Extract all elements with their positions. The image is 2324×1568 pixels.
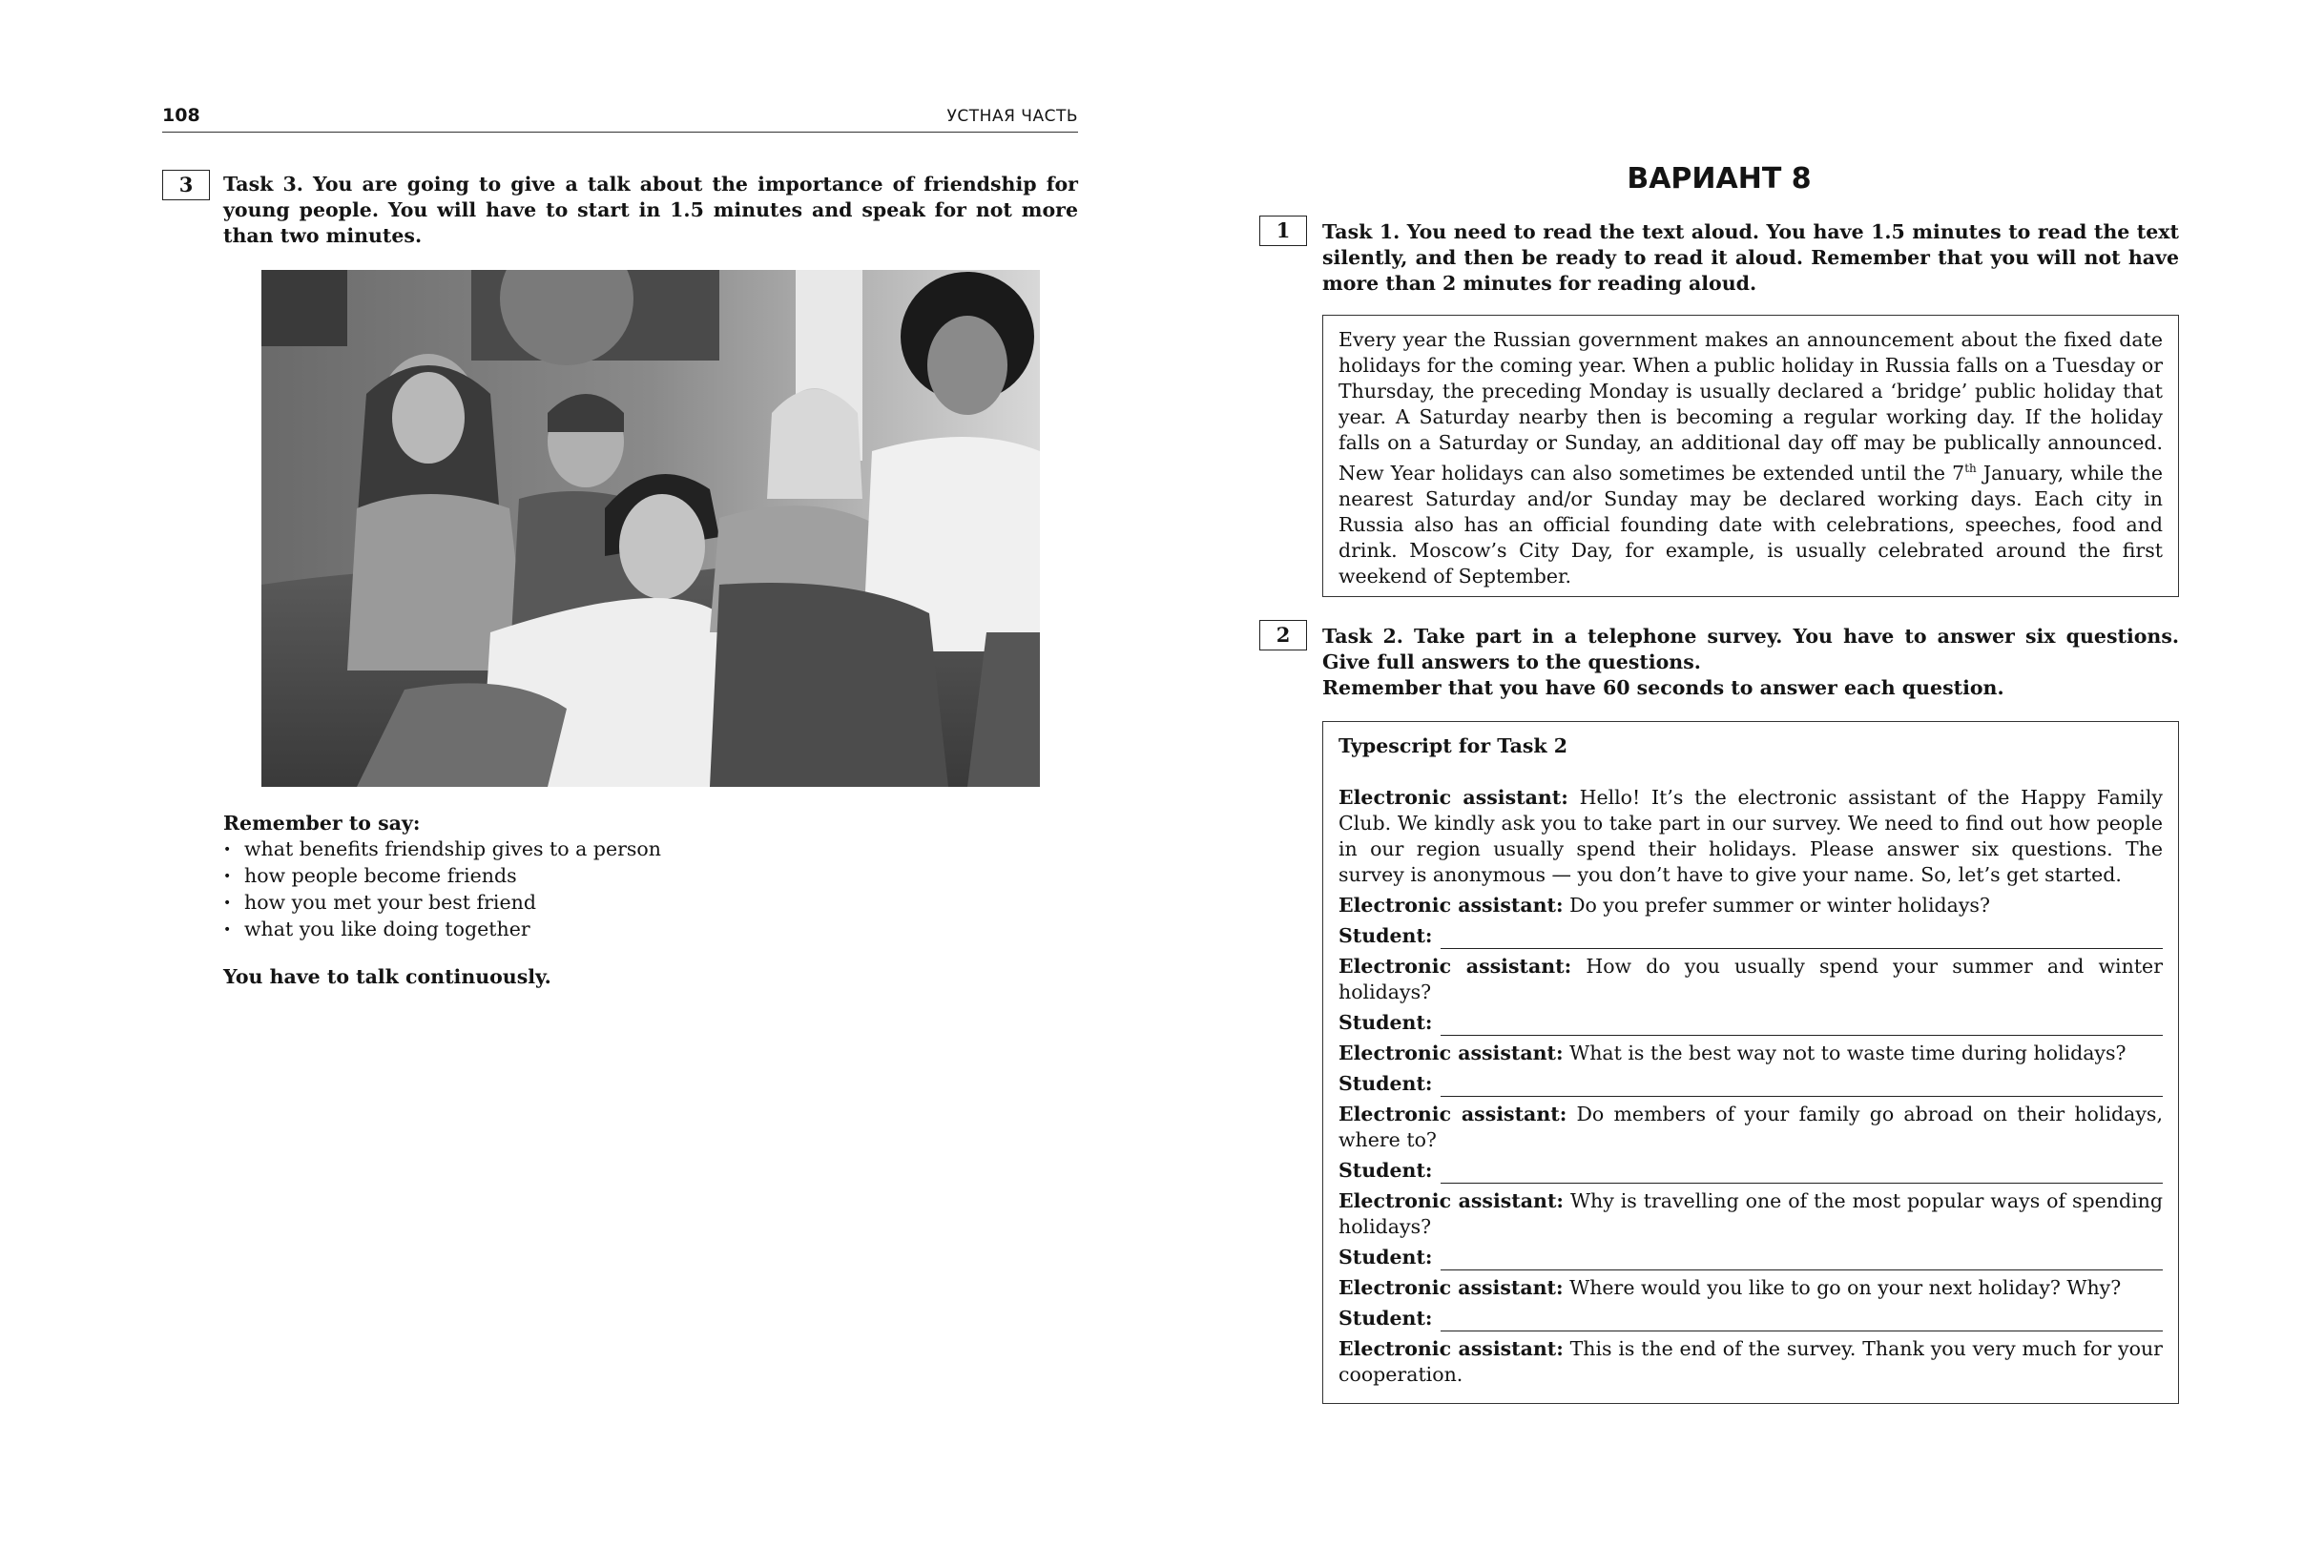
- answer-line: [1441, 1310, 2164, 1331]
- remember-list: [223, 811, 815, 943]
- passage-text-1: Every year the Russian government makes an announcement about the fixed date holidays for the coming year. When a public holiday in Russia falls on a Tuesday or Thursday, the preceding Monday is usually declared a ‘bridge’ public holiday that year. A Saturday nearby then is becoming a regular working day. If the holiday falls on a Saturday or Sunday, an additional day off may be publically announced. New Year holidays can also sometimes be extended until the 7: [1338, 328, 2163, 485]
- student-answer-line-3: [1338, 1071, 2163, 1097]
- student-label: Student:: [1338, 1159, 1433, 1182]
- answer-line: [1441, 928, 2164, 949]
- assistant-question-2: Electronic assistant: How do you usually spend your summer and winter holidays?: [1338, 955, 2163, 1003]
- typescript-title: Typescript for Task 2: [1338, 734, 1567, 757]
- remember-title: Remember to say:: [223, 812, 421, 835]
- page-number: 108: [162, 105, 200, 126]
- task-3-number: 3: [162, 170, 210, 200]
- speaker-label: Electronic assistant:: [1338, 1337, 1564, 1360]
- task-2-line-2: Remember that you have 60 seconds to answer each question.: [1322, 676, 2004, 699]
- right-page: [1259, 0, 2179, 1568]
- section-title: УСТНАЯ ЧАСТЬ: [946, 107, 1078, 126]
- student-answer-line-4: [1338, 1158, 2163, 1184]
- variant-title: ВАРИАНТ 8: [1627, 162, 1812, 196]
- answer-line: [1441, 1249, 2164, 1270]
- task-2-instructions: [1322, 624, 2179, 701]
- assistant-outro: Electronic assistant: This is the end of the survey. Thank you very much for your cooperation.: [1338, 1337, 2163, 1386]
- running-header: [162, 103, 1078, 133]
- task-1-instructions: Task 1. You need to read the text aloud. You have 1.5 minutes to read the text silently, and then be ready to read it aloud. Remember that you will not have more than 2 minutes for reading aloud.: [1322, 220, 2179, 295]
- student-label: Student:: [1338, 1246, 1433, 1269]
- speaker-label: Electronic assistant:: [1338, 1042, 1564, 1064]
- assistant-intro: Electronic assistant: Hello! It’s the electronic assistant of the Happy Family Club. We kindly ask you to take part in our survey. We need to find out how people in our region usually spend their holidays. Please answer six questions. The survey is anonymous — you don’t have to give your name. So, let’s get started.: [1338, 786, 2163, 886]
- answer-line: [1441, 1163, 2164, 1184]
- student-answer-line-5: [1338, 1245, 2163, 1270]
- task-2-number: 2: [1259, 620, 1307, 650]
- reading-passage: [1322, 315, 2179, 597]
- speaker-label: Electronic assistant:: [1338, 786, 1568, 809]
- task-3-instructions: Task 3. You are going to give a talk about the importance of friendship for young people. You will have to start in 1.5 minutes and speak for not more than two minutes.: [223, 173, 1078, 247]
- remember-item: • how people become friends: [223, 863, 815, 890]
- student-label: Student:: [1338, 1072, 1433, 1095]
- speaker-label: Electronic assistant:: [1338, 1276, 1564, 1299]
- left-page: [162, 0, 1078, 1568]
- answer-line: [1441, 1015, 2164, 1036]
- answer-line: [1441, 1076, 2164, 1097]
- speaker-label: Electronic assistant:: [1338, 894, 1564, 917]
- assistant-question-4: Electronic assistant: Do members of your family go abroad on their holidays, where to?: [1338, 1103, 2163, 1151]
- remember-item: • how you met your best friend: [223, 890, 815, 917]
- assistant-question-1: Electronic assistant: Do you prefer summer or winter holidays?: [1338, 894, 1990, 917]
- closing-instruction: You have to talk continuously.: [223, 965, 551, 988]
- speaker-label: Electronic assistant:: [1338, 955, 1572, 978]
- typescript-box: [1322, 721, 2179, 1404]
- task-1-number: 1: [1259, 216, 1307, 246]
- assistant-question-6: Electronic assistant: Where would you like to go on your next holiday? Why?: [1338, 1276, 2122, 1299]
- assistant-question-5: Electronic assistant: Why is travelling one of the most popular ways of spending holidays?: [1338, 1189, 2163, 1238]
- speaker-label: Electronic assistant:: [1338, 1189, 1564, 1212]
- passage-text-2: January, while the nearest Saturday and/or Sunday may be declared working days. Each city in Russia also has an official founding date with celebrations, speeches, food and drink. Moscow’s City Day, for example, is usually celebrated around the first weekend of September.: [1338, 461, 2163, 588]
- speaker-label: Electronic assistant:: [1338, 1103, 1567, 1125]
- passage-superscript: th: [1964, 462, 1977, 475]
- student-label: Student:: [1338, 1307, 1433, 1330]
- student-answer-line-2: [1338, 1010, 2163, 1036]
- student-label: Student:: [1338, 924, 1433, 947]
- friends-photo: [261, 270, 1040, 787]
- student-label: Student:: [1338, 1011, 1433, 1034]
- task-2-line-1: Task 2. Take part in a telephone survey. You have to answer six questions. Give full answers to the questions.: [1322, 625, 2179, 673]
- student-answer-line-6: [1338, 1306, 2163, 1331]
- remember-item: • what benefits friendship gives to a person: [223, 836, 815, 863]
- assistant-question-3: Electronic assistant: What is the best way not to waste time during holidays?: [1338, 1042, 2127, 1064]
- remember-item: • what you like doing together: [223, 917, 815, 943]
- student-answer-line-1: [1338, 923, 2163, 949]
